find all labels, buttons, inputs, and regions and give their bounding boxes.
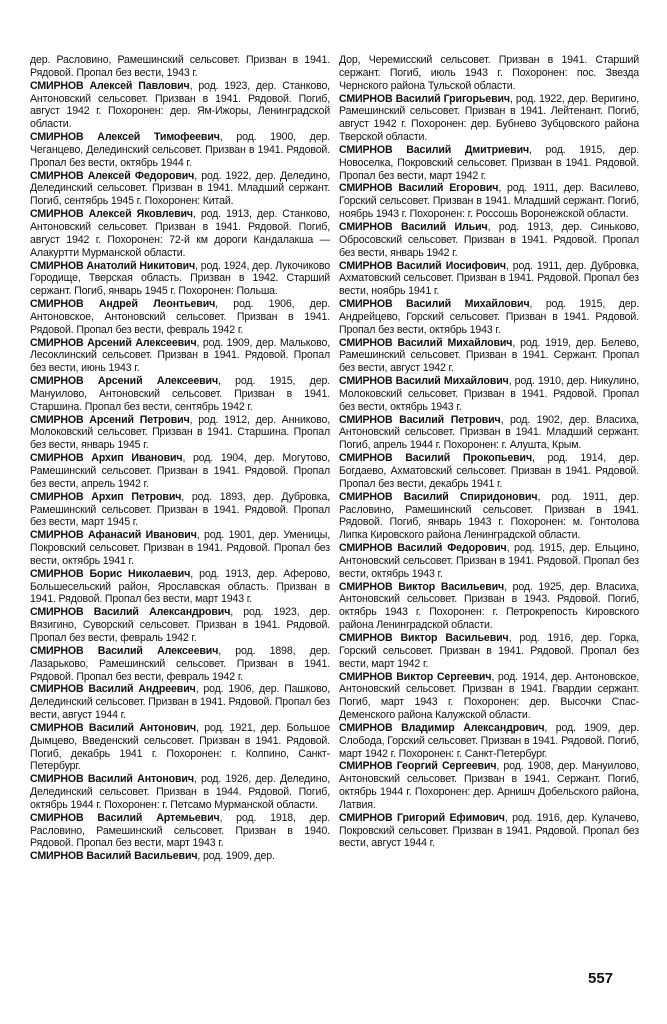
right-column [339, 54, 639, 850]
entry-surname: СМИРНОВ [339, 413, 393, 426]
entry [339, 221, 639, 260]
entry-details: дер. Расловино, Рамешинский сельсовет. Призван в 1941. Рядовой. Пропал без вести, 1943 г. [30, 54, 330, 79]
entry-surname: СМИРНОВ [339, 490, 393, 503]
entry-details: , род. 1913, дер. Станково, Антоновский сельсовет. Призван в 1941. Рядовой. Погиб, август 1942 г. Похоронен: 72-й км дороги Кандалакша — Алакуртти Мурманской области. [30, 208, 330, 259]
entry-surname: СМИРНОВ [30, 131, 84, 144]
entry-surname: СМИРНОВ [30, 336, 84, 349]
entry-details: , род. 1893, дер. Дубровка, Рамешинский сельсовет. Призван в 1941. Рядовой. Пропал без вести, март 1945 г. [30, 490, 330, 529]
entry-surname: СМИРНОВ [30, 850, 84, 863]
entry-details: Дор, Черемисский сельсовет. Призван в 1941. Старший сержант. Погиб, июль 1943 г. Похоронен: пос. Звезда Чернского района Тульской области. [339, 54, 639, 92]
entry [30, 529, 330, 568]
entry-given-name: Архип Петрович [91, 490, 182, 503]
entry-details: , род. 1918, дер. Расловино, Рамешинский сельсовет. Призван в 1940. Рядовой. Пропал без вести, март 1943 г. [30, 811, 330, 850]
entry-surname: СМИРНОВ [30, 606, 84, 619]
left-column [30, 54, 330, 863]
entry-surname: СМИРНОВ [339, 298, 393, 311]
entry-given-name: Василий Федорович [397, 542, 507, 555]
entry-details: , род. 1911, дер. Дубровка, Ахматовский сельсовет. Призван в 1941. Рядовой. Пропал без вести, ноябрь 1941 г. [339, 259, 639, 298]
entry-given-name: Василий Андреевич [88, 683, 196, 696]
entry [30, 54, 330, 80]
entry-given-name: Василий Петрович [399, 413, 501, 426]
entry [339, 671, 639, 722]
entry [30, 260, 330, 299]
entry-details: , род. 1900, дер. Чеганцево, Делединский сельсовет. Призван в 1941. Рядовой. Пропал без вести, октябрь 1944 г. [30, 131, 330, 169]
entry-surname: СМИРНОВ [30, 683, 84, 696]
entry-given-name: Арсений Алексеевич [87, 336, 197, 349]
entry [30, 80, 330, 131]
entry-details: , род. 1901, дер. Уменицы, Покровский сельсовет. Призван в 1941. Рядовой. Пропал без вести, октябрь 1941 г. [30, 529, 331, 567]
entry-details: , род. 1909, дер. Слобода, Горский сельсовет. Призван в 1941. Рядовой. Погиб, март 1942 г. Похоронен: г. Санкт-Петербург. [339, 721, 639, 760]
entry-given-name: Арсений Алексеевич [97, 375, 219, 388]
entry [339, 452, 639, 491]
entry-given-name: Василий Михайлович [397, 336, 513, 349]
entry [339, 812, 639, 851]
entry-surname: СМИРНОВ [30, 208, 84, 221]
entry [30, 298, 330, 337]
entry-surname: СМИРНОВ [339, 375, 393, 388]
entry [339, 632, 639, 671]
entry-surname: СМИРНОВ [30, 79, 84, 92]
entry [339, 54, 639, 93]
entry-given-name: Андрей Леонтьевич [98, 298, 216, 311]
entry-given-name: Василий Григорьевич [395, 92, 510, 105]
entry-surname: СМИРНОВ [30, 169, 84, 182]
entry [339, 182, 639, 221]
entry-given-name: Василий Егорович [398, 182, 499, 195]
entry-details: , род. 1910, дер. Никулино, Молоковский сельсовет. Призван в 1941. Рядовой. Пропал без вести, октябрь 1943 г. [339, 375, 640, 413]
entry-details: , род. 1916, дер. Горка, Горский сельсовет. Призван в 1941. Рядовой. Пропал без вести, март 1942 г. [339, 631, 639, 670]
entry [339, 722, 639, 761]
entry-surname: СМИРНОВ [339, 580, 393, 593]
entry-given-name: Василий Александрович [93, 606, 231, 619]
entry-surname: СМИРНОВ [339, 220, 393, 233]
entry [30, 170, 330, 209]
entry [30, 645, 330, 684]
entry-details: , род. 1926, дер. Деледино, Делединский сельсовет. Призван в 1944. Рядовой. Погиб, октябрь 1944 г. Похоронен: г. Петсамо Мурманской области. [30, 773, 330, 811]
entry [30, 491, 330, 530]
entry-details: , род. 1908, дер. Мануилово, Антоновский сельсовет. Призван в 1941. Сержант. Погиб, октябрь 1944 г. Похоронен: дер. Арнишч Добельского района, Латвия. [339, 760, 639, 811]
entry-given-name: Василий Антонович [87, 773, 194, 786]
entry-given-name: Георгий Сергеевич [396, 760, 497, 773]
entry-surname: СМИРНОВ [30, 452, 84, 465]
entry-details: , род. 1923, дер. Станково, Антоновский сельсовет. Призван в 1941. Рядовой. Погиб, август 1942 г. Похоронен: дер. Ям-Ижоры, Ленинградской области. [30, 79, 330, 131]
entry-surname: СМИРНОВ [339, 811, 393, 824]
entry [339, 260, 639, 299]
entry [30, 131, 330, 170]
entry-given-name: Архип Иванович [91, 452, 183, 465]
entry-details: , род. 1898, дер. Лазарьково, Рамешинский сельсовет. Призван в 1941. Рядовой. Пропал без вести, февраль 1942 г. [30, 644, 330, 683]
entry-details: , род. 1914, дер. Антоновское, Антоновский сельсовет. Призван в 1941. Гвардии сержант. Погиб, март 1943 г. Похоронен: дер. Высочки Спас-Деменского района Калужской области. [339, 670, 639, 722]
entry-surname: СМИРНОВ [30, 567, 84, 580]
entry-details: , род. 1909, дер. [197, 850, 275, 863]
entry-surname: СМИРНОВ [30, 773, 84, 786]
entry-given-name: Виктор Васильевич [398, 580, 505, 593]
entry-details: , род. 1921, дер. Большое Дымцево, Введенский сельсовет. Призван в 1941. Рядовой. Погиб, декабрь 1941 г. Похоронен: г. Колпино, Санкт-Петербург. [30, 721, 330, 773]
entry-surname: СМИРНОВ [30, 644, 84, 657]
entry-given-name: Василий Михайлович [406, 298, 530, 311]
entry-given-name: Василий Васильевич [86, 850, 198, 863]
entry-details: , род. 1911, дер. Расловино, Рамешинский сельсовет. Призван в 1941. Рядовой. Погиб, январь 1943 г. Похоронен: м. Гонтолова Липка Кировского района Ленинградской области. [339, 490, 639, 542]
entry-details: , род. 1925, дер. Власиха, Антоновский сельсовет. Призван в 1943. Рядовой. Погиб, октябрь 1943 г. Похоронен: г. Петрокрепость Кировского района Ленинградской области. [339, 580, 639, 632]
entry-given-name: Василий Ильич [401, 220, 488, 233]
entry-given-name: Василий Прокопьевич [405, 452, 533, 465]
entry-surname: СМИРНОВ [30, 721, 84, 734]
entry-details: , род. 1923, дер. Вязигино, Суворский сельсовет. Призван в 1941. Рядовой. Пропал без вести, февраль 1942 г. [30, 606, 330, 644]
entry-surname: СМИРНОВ [339, 143, 393, 156]
entry-given-name: Афанасий Иванович [87, 529, 197, 542]
page-number: 557 [588, 970, 614, 987]
entry [339, 144, 639, 183]
entry-given-name: Виктор Васильевич [400, 631, 509, 644]
entry-details: , род. 1904, дер. Могутово, Рамешинский сельсовет. Призван в 1941. Рядовой. Пропал без вести, апрель 1942 г. [30, 452, 330, 490]
entry-details: , род. 1915, дер. Новоселка, Покровский сельсовет. Призван в 1941. Рядовой. Пропал без вести, март 1942 г. [339, 143, 639, 182]
entry-details: , род. 1912, дер. Анниково, Молоковский сельсовет. Призван в 1941. Старшина. Пропал без вести, январь 1945 г. [30, 413, 330, 452]
entry [30, 722, 330, 773]
entry-surname: СМИРНОВ [339, 182, 393, 195]
entry [30, 773, 330, 812]
entry [339, 414, 639, 453]
entry-given-name: Алексей Яковлевич [88, 208, 193, 221]
entry-given-name: Василий Антонович [88, 721, 197, 734]
entry-surname: СМИРНОВ [339, 259, 393, 272]
entry-surname: СМИРНОВ [30, 490, 84, 503]
entry [30, 812, 330, 851]
entry-given-name: Алексей Федорович [87, 169, 195, 182]
entry-details: , род. 1915, дер. Андрейцево, Горский сельсовет. Призван в 1941. Рядовой. Пропал без вести, октябрь 1943 г. [339, 298, 640, 336]
entry-surname: СМИРНОВ [30, 811, 84, 824]
entry-surname: СМИРНОВ [30, 529, 84, 542]
entry-details: , род. 1913, дер. Аферово, Большесельский район, Ярославская область. Призван в 1941. Рядовой. Пропал без вести, март 1943 г. [30, 567, 330, 606]
entry-surname: СМИРНОВ [30, 375, 84, 388]
entry-given-name: Григорий Ефимович [396, 811, 505, 824]
entry-surname: СМИРНОВ [339, 670, 393, 683]
entry-details: , род. 1916, дер. Кулачево, Покровский сельсовет. Призван в 1941. Рядовой. Пропал без вести, август 1944 г. [339, 811, 640, 850]
entry-details: , род. 1922, дер. Веригино, Рамешинский сельсовет. Призван в 1941. Лейтенант. Погиб, август 1942 г. Похоронен: дер. Бубнево Зубцовского района Тверской области. [339, 92, 640, 144]
entry-details: , род. 1915, дер. Ельцино, Антоновский сельсовет. Призван в 1941. Рядовой. Пропал без вести, октябрь 1943 г. [339, 542, 639, 580]
entry-details: , род. 1909, дер. Мальково, Лесоклинский сельсовет. Призван в 1941. Рядовой. Пропал без вести, июнь 1943 г. [30, 336, 330, 375]
entry [30, 375, 330, 414]
entry-surname: СМИРНОВ [339, 452, 393, 465]
entry-given-name: Василий Артемьевич [97, 811, 220, 824]
entry [339, 760, 639, 811]
entry-given-name: Алексей Тимофеевич [97, 131, 220, 144]
entry [339, 337, 639, 376]
entry-details: , род. 1924, дер. Лукочиково Городище, Тверская область. Призван в 1942. Старший сержант. Погиб, январь 1945 г. Похоронен: Польша. [30, 259, 331, 298]
entry-given-name: Анатолий Никитович [86, 259, 196, 272]
entry [30, 850, 330, 863]
entry-given-name: Василий Иосифович [396, 259, 506, 272]
entry [30, 606, 330, 645]
entry [30, 414, 330, 453]
entry [339, 298, 639, 337]
entry-details: , род. 1914, дер. Богдаево, Ахматовский сельсовет. Призван в 1941. Рядовой. Пропал без вести, декабрь 1941 г. [339, 452, 639, 490]
entry [30, 683, 330, 722]
entry-surname: СМИРНОВ [339, 760, 393, 773]
entry-surname: СМИРНОВ [30, 298, 84, 311]
entry [339, 542, 639, 581]
entry [30, 568, 330, 607]
entry [30, 208, 330, 259]
entry-details: , род. 1906, дер. Пашково, Делединский сельсовет. Призван в 1941. Рядовой. Пропал без вести, август 1944 г. [30, 683, 331, 722]
entry-given-name: Владимир Александрович [401, 721, 545, 734]
entry-given-name: Василий Спиридонович [403, 490, 538, 503]
entry-given-name: Василий Михайлович [395, 375, 509, 388]
entry-details: , род. 1922, дер. Деледино, Делединский сельсовет. Призван в 1941. Младший сержант. Погиб, сентябрь 1945 г. Похоронен: Китай. [30, 169, 330, 208]
entry-surname: СМИРНОВ [339, 336, 393, 349]
entry-given-name: Василий Алексеевич [97, 644, 219, 657]
entry-details: , род. 1915, дер. Мануилово, Антоновский сельсовет. Призван в 1941. Старшина. Пропал без вести, сентябрь 1942 г. [30, 375, 330, 413]
entry-surname: СМИРНОВ [339, 92, 393, 105]
entry [339, 93, 639, 144]
entry [30, 452, 330, 491]
entry-given-name: Алексей Павлович [89, 79, 190, 92]
entry [339, 491, 639, 542]
entry [339, 375, 639, 414]
entry-surname: СМИРНОВ [339, 542, 393, 555]
entry-details: , род. 1919, дер. Белево, Рамешинский сельсовет. Призван в 1941. Сержант. Пропал без вести, август 1942 г. [339, 336, 640, 375]
entry-given-name: Василий Дмитриевич [406, 143, 530, 156]
entry [339, 581, 639, 632]
entry-details: , род. 1906, дер. Антоновское, Антоновский сельсовет. Призван в 1941. Рядовой. Пропал без вести, февраль 1942 г. [30, 298, 330, 336]
entry-details: , род. 1913, дер. Синьково, Обросовский сельсовет. Призван в 1941. Рядовой. Пропал без вести, январь 1942 г. [339, 220, 639, 259]
entry-given-name: Виктор Сергеевич [396, 670, 492, 683]
entry-details: , род. 1911, дер. Василево, Горский сельсовет. Призван в 1941. Младший сержант. Погиб, ноябрь 1943 г. Похоронен: г. Россошь Воронежской области. [339, 182, 639, 221]
entry-details: , род. 1902, дер. Власиха, Антоновский сельсовет. Призван в 1941. Младший сержант. Погиб, апрель 1944 г. Похоронен: г. Алушта, Крым. [339, 413, 639, 452]
entry [30, 337, 330, 376]
entry-surname: СМИРНОВ [339, 631, 393, 644]
entry-given-name: Борис Николаевич [89, 567, 191, 580]
entry-surname: СМИРНОВ [30, 259, 84, 272]
entry-surname: СМИРНОВ [339, 721, 393, 734]
entry-surname: СМИРНОВ [30, 413, 84, 426]
entry-given-name: Арсений Петрович [89, 413, 190, 426]
